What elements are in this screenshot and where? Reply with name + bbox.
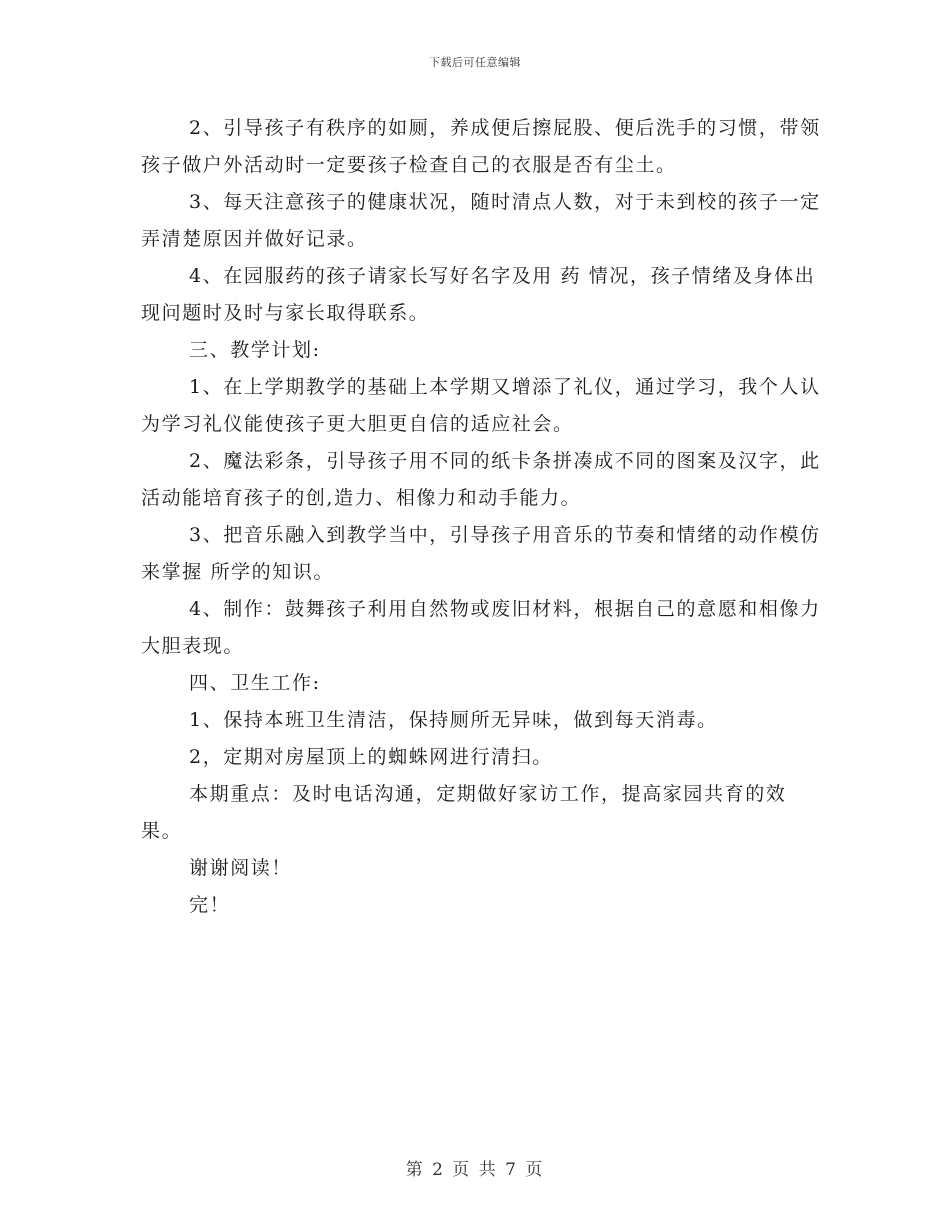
paragraph: 本期重点：及时电话沟通，定期做好家访工作，提高家园共育的效果。 [141, 783, 787, 842]
section-heading: 四、卫生工作: [189, 672, 321, 694]
document-body [141, 110, 821, 924]
paragraph: 2、魔法彩条，引导孩子用不同的纸卡条拼凑成不同的图案及汉字，此活动能培育孩子的创,造力、相像力和动手能力。 [141, 450, 821, 509]
paragraph: 3、把音乐融入到教学当中，引导孩子用音乐的节奏和情绪的动作模仿来掌握 所学的知识。 [141, 524, 821, 583]
paragraph: 1、在上学期教学的基础上本学期又增添了礼仪，通过学习，我个人认为学习礼仪能使孩子更大胆更自信的适应社会。 [141, 376, 821, 435]
paragraph: 2，定期对房屋顶上的蜘蛛网进行清扫。 [189, 746, 553, 768]
paragraph: 1、保持本班卫生清洁，保持厕所无异味，做到每天消毒。 [189, 709, 718, 731]
page-number: 第 2 页 共 7 页 [405, 1160, 545, 1180]
section-heading: 三、教学计划: [189, 339, 321, 361]
header-note: 下载后可任意编辑 [429, 56, 521, 69]
closing-line: 完！ [189, 894, 231, 916]
paragraph: 4、制作：鼓舞孩子利用自然物或废旧材料，根据自己的意愿和相像力大胆表现。 [141, 598, 821, 657]
paragraph: 4、在园服药的孩子请家长写好名字及用 药 情况，孩子情绪及身体出现问题时及时与家长取得联系。 [141, 265, 816, 324]
closing-line: 谢谢阅读！ [189, 857, 293, 879]
paragraph: 3、每天注意孩子的健康状况，随时清点人数，对于未到校的孩子一定弄清楚原因并做好记录。 [141, 191, 821, 250]
paragraph: 2、引导孩子有秩序的如厕，养成便后擦屁股、便后洗手的习惯，带领孩子做户外活动时一定要孩子检查自己的衣服是否有尘土。 [141, 117, 821, 176]
